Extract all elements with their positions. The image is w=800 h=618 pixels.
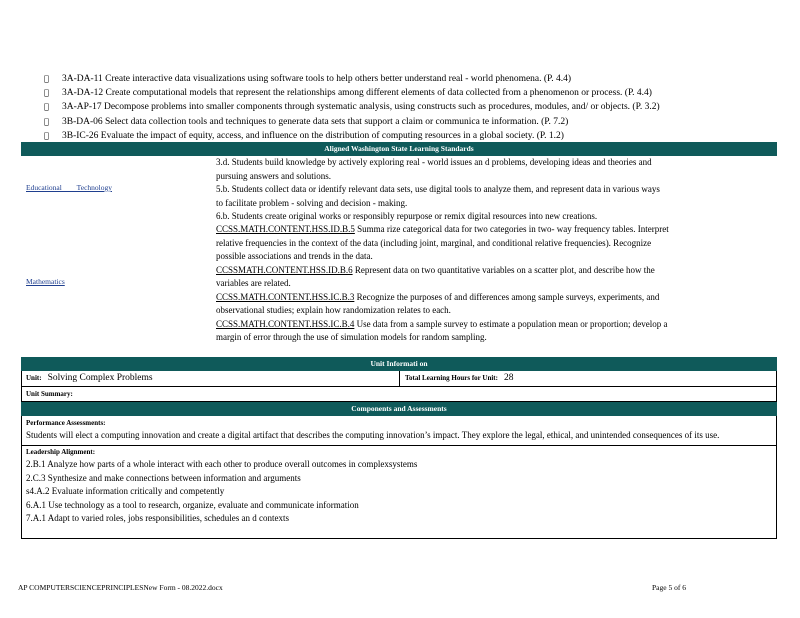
standard-line: to facilitate problem - solving and decision - making. — [216, 197, 408, 208]
standard-text: 3A-DA-12 Create computational models that represent the relationships among different elements of data collected from a phenomenon or process. (P. 4.4) — [62, 88, 652, 99]
total-hours-cell — [405, 371, 513, 386]
footer-filename: AP COMPUTERSCIENCEPRINCIPLESNew Form - 08.2022.docx — [18, 583, 223, 592]
performance-assessments-label: Performance Assessments: — [26, 419, 106, 427]
standard-line: CCSS.MATH.CONTENT.HSS.IC.B.4 Use data from a sample survey to estimate a population mean or proportion; develop a — [216, 318, 668, 329]
educational-technology-label[interactable]: Educational Technology — [26, 183, 112, 192]
performance-assessments-row — [22, 416, 776, 429]
list-item: 2.B.1 Analyze how parts of a whole interact with each other to produce overall outcomes in complexsystems — [26, 459, 418, 469]
components-table — [21, 416, 777, 539]
standard-line: relative frequencies in the context of the data (including joint, marginal, and conditional relative frequencies). Recognize — [216, 237, 652, 248]
standard-code-link[interactable]: CCSSMATH.CONTENT.HSS.ID.B.6 — [216, 264, 353, 275]
standard-code-link[interactable]: CCSS.MATH.CONTENT.HSS.IC.B.3 — [216, 291, 355, 302]
list-item — [44, 115, 774, 129]
bullet-icon — [44, 115, 62, 129]
standard-line: CCSS.MATH.CONTENT.HSS.ID.B.5 Summa rize categorical data for two categories in two- way frequency tables. Interpret — [216, 224, 669, 234]
leadership-alignment-label: Leadership Alignment: — [26, 448, 96, 456]
standard-code-link[interactable]: CCSS.MATH.CONTENT.HSS.IC.B.4 — [216, 318, 355, 329]
total-hours-value[interactable]: 28 — [503, 373, 514, 383]
standards-bullet-list — [44, 72, 774, 143]
unit-name-value[interactable]: Solving Complex Problems — [47, 373, 153, 383]
standard-text: 3B-IC-26 Evaluate the impact of equity, access, and influence on the distribution of computing resources in a global society. (P. 1.2) — [62, 130, 564, 141]
unit-name-cell — [26, 371, 396, 386]
unit-information-table — [21, 371, 777, 402]
unit-row — [22, 371, 776, 387]
footer-page-number: Page 5 of 6 — [652, 583, 686, 592]
total-hours-label: Total Learning Hours for Unit: — [405, 374, 498, 382]
unit-summary-label: Unit Summary: — [26, 390, 73, 398]
standard-text: 3B-DA-06 Select data collection tools and techniques to generate data sets that support a claim or communica te information. (P. 7.2) — [62, 116, 569, 127]
standard-text: 3A-AP-17 Decompose problems into smaller components through systematic analysis, using constructs such as procedures, modules, and/ or objects. (P. 3.2) — [62, 102, 660, 113]
standard-line: pursuing answers and solutions. — [216, 170, 331, 181]
performance-assessments-text[interactable]: Students will elect a computing innovation and create a digital artifact that describes the computing innovation’s impact. They explore the legal, ethical, and unintended consequences of its use. — [26, 430, 720, 440]
aligned-standards-header: Aligned Washington State Learning Standards — [21, 142, 777, 156]
bullet-icon — [44, 100, 62, 114]
unit-information-header: Unit Informati on — [21, 357, 777, 371]
standard-line: CCSS.MATH.CONTENT.HSS.IC.B.3 Recognize the purposes of and differences among sample surveys, experiments, and — [216, 291, 660, 302]
standard-line: possible associations and trends in the data. — [216, 251, 373, 261]
standard-line: 3.d. Students build knowledge by actively exploring real - world issues an d problems, developing ideas and theories and — [216, 157, 652, 167]
standard-text: 3A-DA-11 Create interactive data visualizations using software tools to help others better understand real - world phenomena. (P. 4.4) — [62, 74, 572, 84]
list-item: 2.C.3 Synthesize and make connections between information and arguments — [26, 472, 301, 483]
unit-summary-row — [22, 387, 776, 402]
list-item: s4.A.2 Evaluate information critically and competently — [26, 486, 225, 496]
bullet-icon — [44, 72, 62, 86]
components-assessments-header: Components and Assessments — [21, 402, 777, 416]
cell-divider — [399, 371, 400, 386]
mathematics-section — [21, 223, 777, 348]
bullet-icon — [44, 86, 62, 100]
list-item — [44, 72, 774, 86]
bullet-icon — [44, 129, 62, 143]
standard-line: CCSSMATH.CONTENT.HSS.ID.B.6 Represent data on two quantitative variables on a scatter plot, and describe how the — [216, 264, 655, 275]
standard-line: observational studies; explain how randomization relates to each. — [216, 305, 451, 315]
educational-technology-section — [21, 156, 777, 226]
list-item — [44, 129, 774, 143]
mathematics-label[interactable]: Mathematics — [26, 277, 65, 286]
standard-line: 5.b. Students collect data or identify relevant data sets, use digital tools to analyze them, and represent data in various ways — [216, 184, 660, 194]
list-item — [44, 100, 774, 114]
standard-line: variables are related. — [216, 278, 291, 288]
list-item: 7.A.1 Adapt to varied roles, jobs responsibilities, schedules an d contexts — [26, 513, 289, 523]
standard-line: margin of error through the use of simulation models for random sampling. — [216, 332, 487, 342]
list-item: 6.A.1 Use technology as a tool to research, organize, evaluate and communicate information — [26, 499, 359, 510]
standard-code-link[interactable]: CCSS.MATH.CONTENT.HSS.ID.B.5 — [216, 224, 355, 234]
unit-label: Unit: — [26, 374, 42, 382]
list-item — [44, 86, 774, 100]
leadership-alignment-row — [22, 446, 776, 458]
standard-line: 6.b. Students create original works or responsibly repurpose or remix digital resources into new creations. — [216, 211, 598, 221]
